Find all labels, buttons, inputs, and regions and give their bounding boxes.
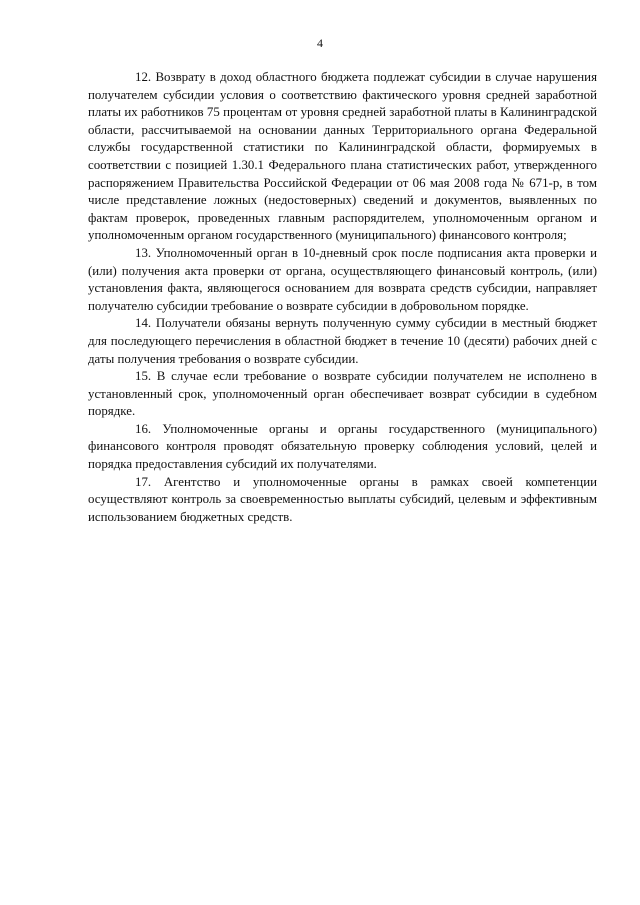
paragraph-16: 16. Уполномоченные органы и органы государственного (муниципального) финансового контроля проводят обязательную проверку соблюдения условий, целей и порядка предоставления субсидий их получателями. <box>88 421 597 472</box>
paragraph-12: 12. Возврату в доход областного бюджета подлежат субсидии в случае нарушения получателем субсидии условия о соответствию фактического уровня средней заработной платы их работников 75 процентам от уровня средней заработной платы в Калининградской области, рассчитываемой на основании данных Территориального органа Федеральной службы государственной статистики по Калининградской области, формируемых в соответствии с позицией 1.30.1 Федерального плана статистических работ, утвержденного распоряжением Правительства Российской Федерации от 06 мая 2008 года № 671-р, в том числе представление ложных (недостоверных) сведений и документов, выявленных по фактам проверок, проведенных главным распорядителем, уполномоченным органом и уполномоченным органом государственного (муниципального) финансового контроля; <box>88 70 597 243</box>
page-number: 4 <box>317 36 323 50</box>
paragraph-14: 14. Получатели обязаны вернуть полученную сумму субсидии в местный бюджет для последующего перечисления в областной бюджет в течение 10 (десяти) рабочих дней с даты получения требования о возврате субсидии. <box>88 316 597 366</box>
paragraph-13: 13. Уполномоченный орган в 10-дневный срок после подписания акта проверки и (или) получения акта проверки от органа, осуществляющего финансовый контроль, (или) установления факта, являющегося основанием для возврата средств субсидии, направляет получателю субсидии требование о возврате субсидии в добровольном порядке. <box>88 245 597 313</box>
paragraph-17: 17. Агентство и уполномоченные органы в рамках своей компетенции осуществляют контроль за своевременностью выплаты субсидий, целевым и эффективным использованием бюджетных средств. <box>88 474 597 524</box>
document-body <box>88 69 597 526</box>
paragraph-15: 15. В случае если требование о возврате субсидии получателем не исполнено в установленный срок, уполномоченный орган обеспечивает возврат субсидии в судебном порядке. <box>88 369 597 419</box>
